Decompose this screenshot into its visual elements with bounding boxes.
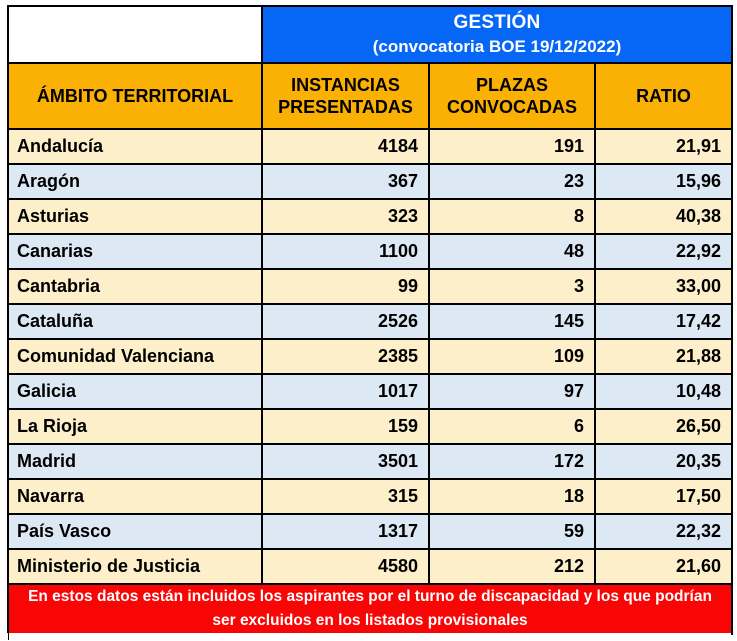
cell-plazas: 59 (429, 514, 595, 549)
cell-instancias: 159 (262, 409, 429, 444)
column-header-territory: ÁMBITO TERRITORIAL (8, 63, 262, 129)
cell-plazas: 18 (429, 479, 595, 514)
results-table-sheet (7, 5, 731, 635)
cell-territory: Ministerio de Justicia (8, 549, 262, 584)
cell-plazas: 212 (429, 549, 595, 584)
gridline-tick (8, 633, 9, 640)
cell-instancias: 323 (262, 199, 429, 234)
cell-plazas: 109 (429, 339, 595, 374)
cell-instancias: 4580 (262, 549, 429, 584)
table-row (8, 164, 732, 199)
cell-ratio: 17,42 (595, 304, 732, 339)
cell-territory: Aragón (8, 164, 262, 199)
cell-territory: Canarias (8, 234, 262, 269)
cell-instancias: 2385 (262, 339, 429, 374)
table-row (8, 129, 732, 164)
cell-territory: Galicia (8, 374, 262, 409)
cell-instancias: 1317 (262, 514, 429, 549)
cell-plazas: 3 (429, 269, 595, 304)
footnote-row (8, 584, 732, 634)
column-header-row (8, 63, 732, 129)
blank-corner-cell (8, 6, 262, 63)
column-header-instancias: INSTANCIAS PRESENTADAS (262, 63, 429, 129)
cell-instancias: 2526 (262, 304, 429, 339)
cell-instancias: 3501 (262, 444, 429, 479)
cell-plazas: 97 (429, 374, 595, 409)
cell-ratio: 40,38 (595, 199, 732, 234)
cell-plazas: 191 (429, 129, 595, 164)
banner-title: GESTIÓN (453, 12, 541, 34)
table-row (8, 339, 732, 374)
cell-territory: La Rioja (8, 409, 262, 444)
gestion-results-table (7, 5, 733, 635)
cell-instancias: 315 (262, 479, 429, 514)
cell-territory: País Vasco (8, 514, 262, 549)
banner-row (8, 6, 732, 63)
column-header-plazas: PLAZAS CONVOCADAS (429, 63, 595, 129)
table-row (8, 269, 732, 304)
cell-ratio: 17,50 (595, 479, 732, 514)
cell-plazas: 172 (429, 444, 595, 479)
cell-ratio: 15,96 (595, 164, 732, 199)
cell-territory: Andalucía (8, 129, 262, 164)
cell-plazas: 8 (429, 199, 595, 234)
table-row (8, 199, 732, 234)
cell-ratio: 10,48 (595, 374, 732, 409)
cell-instancias: 4184 (262, 129, 429, 164)
cell-ratio: 33,00 (595, 269, 732, 304)
cell-territory: Cantabria (8, 269, 262, 304)
cell-ratio: 22,92 (595, 234, 732, 269)
table-row (8, 304, 732, 339)
cell-instancias: 367 (262, 164, 429, 199)
cell-plazas: 48 (429, 234, 595, 269)
cell-territory: Comunidad Valenciana (8, 339, 262, 374)
cell-plazas: 23 (429, 164, 595, 199)
cell-instancias: 1100 (262, 234, 429, 269)
table-row (8, 479, 732, 514)
bottom-gridline-strip (7, 633, 731, 641)
cell-plazas: 6 (429, 409, 595, 444)
cell-ratio: 21,60 (595, 549, 732, 584)
table-row (8, 234, 732, 269)
cell-territory: Madrid (8, 444, 262, 479)
cell-territory: Navarra (8, 479, 262, 514)
cell-ratio: 26,50 (595, 409, 732, 444)
cell-ratio: 20,35 (595, 444, 732, 479)
cell-ratio: 21,91 (595, 129, 732, 164)
cell-plazas: 145 (429, 304, 595, 339)
gestion-banner (262, 6, 732, 63)
cell-ratio: 21,88 (595, 339, 732, 374)
table-row (8, 409, 732, 444)
cell-ratio: 22,32 (595, 514, 732, 549)
column-header-ratio: RATIO (595, 63, 732, 129)
table-row (8, 374, 732, 409)
table-row (8, 549, 732, 584)
table-row (8, 514, 732, 549)
banner-subtitle: (convocatoria BOE 19/12/2022) (372, 36, 622, 56)
footnote-text: En estos datos están incluidos los aspirantes por el turno de discapacidad y los que podrían ser excluidos en los listados provisionales (8, 584, 732, 634)
cell-territory: Cataluña (8, 304, 262, 339)
table-row (8, 444, 732, 479)
cell-instancias: 99 (262, 269, 429, 304)
cell-instancias: 1017 (262, 374, 429, 409)
cell-territory: Asturias (8, 199, 262, 234)
